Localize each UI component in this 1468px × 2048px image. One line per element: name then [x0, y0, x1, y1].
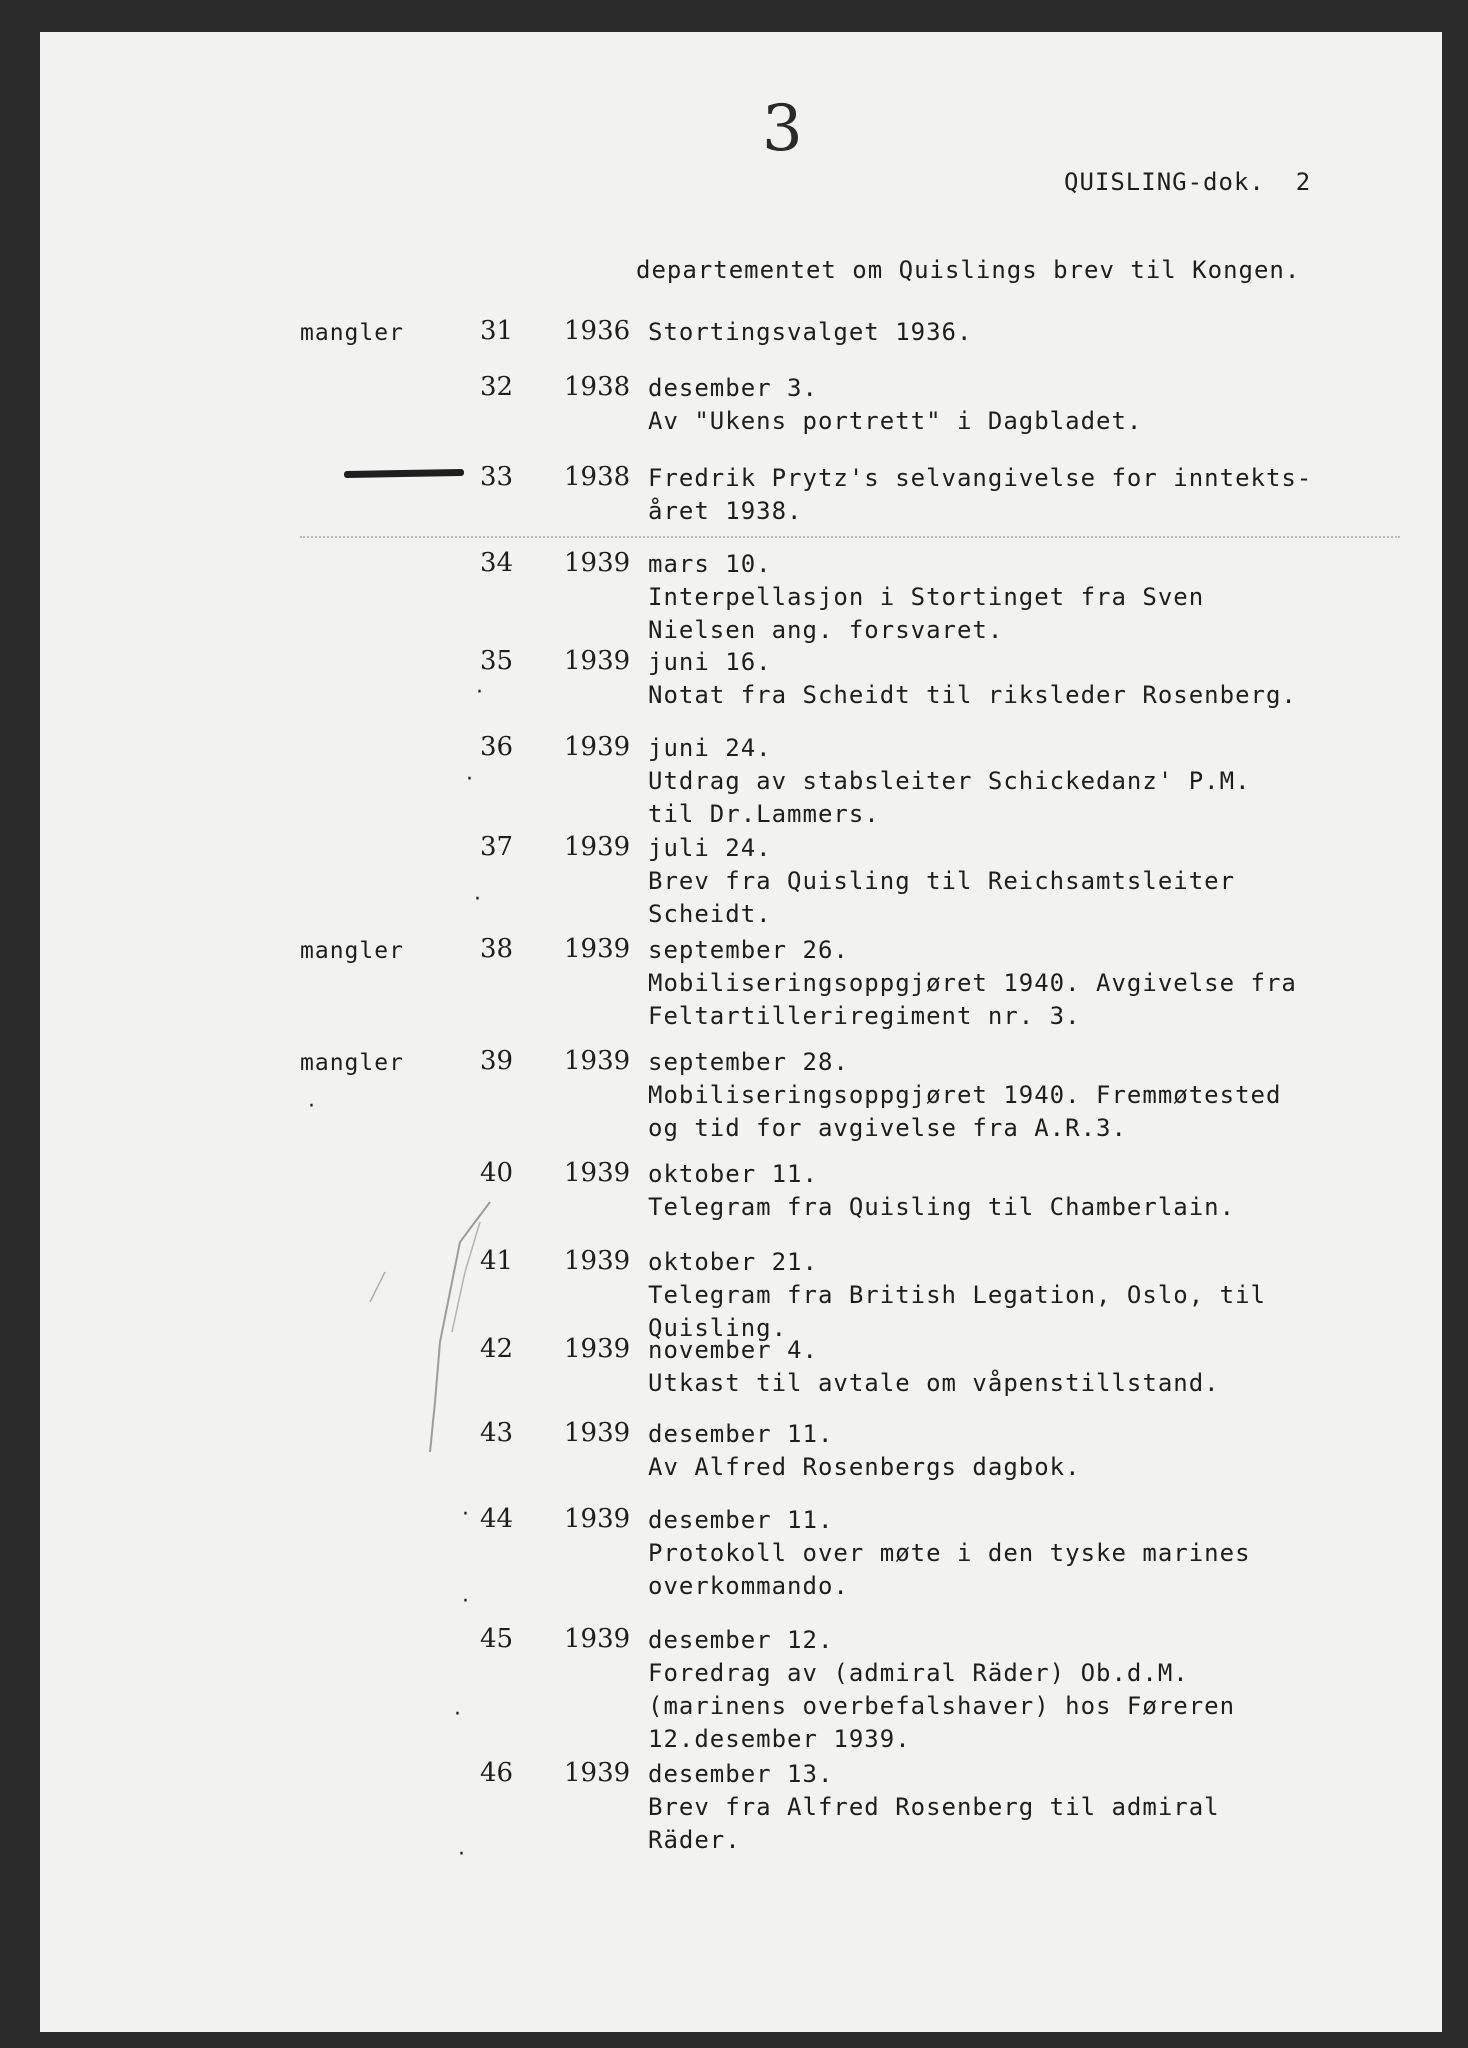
- entry-number: 43: [480, 1418, 514, 1448]
- entry-description: [648, 646, 1297, 712]
- entry-line: juli 24.: [648, 834, 772, 862]
- entry-line: Utdrag av stabsleiter Schickedanz' P.M.: [648, 767, 1251, 795]
- entry-line: juni 24.: [648, 734, 772, 762]
- entry-description: [648, 1758, 1220, 1857]
- entry-line: Utkast til avtale om våpenstillstand.: [648, 1369, 1220, 1397]
- entry-year: 1939: [564, 1504, 631, 1534]
- entry-number: 37: [480, 832, 514, 862]
- entry-line: overkommando.: [648, 1572, 849, 1600]
- entry-line: desember 11.: [648, 1506, 834, 1534]
- tick-mark: ·: [458, 1842, 465, 1867]
- entry-status: mangler: [300, 938, 404, 964]
- entry-line: (marinens overbefalshaver) hos Føreren: [648, 1692, 1236, 1720]
- entry-number: 33: [480, 462, 514, 492]
- entry-line: desember 13.: [648, 1760, 834, 1788]
- entry-number: 32: [480, 372, 514, 402]
- document-id: QUISLING-dok. 2: [1064, 168, 1312, 196]
- entry-year: 1939: [564, 1046, 631, 1076]
- entry-line: september 26.: [648, 936, 849, 964]
- tick-mark: ·: [462, 1589, 469, 1614]
- entry-year: 1939: [564, 1334, 631, 1364]
- entry-description: [648, 1046, 1281, 1145]
- entry-line: Nielsen ang. forsvaret.: [648, 616, 1004, 644]
- entry-year: 1939: [564, 934, 631, 964]
- handwritten-page-number: 3: [762, 92, 803, 166]
- entry-number: 31: [480, 316, 514, 346]
- entry-description: [648, 316, 972, 349]
- entry-line: Protokoll over møte i den tyske marines: [648, 1539, 1251, 1567]
- entry-number: 44: [480, 1504, 514, 1534]
- entry-line: Interpellasjon i Stortinget fra Sven: [648, 583, 1205, 611]
- entry-description: [648, 1158, 1235, 1224]
- entry-line: juni 16.: [648, 648, 772, 676]
- entry-year: 1939: [564, 1758, 631, 1788]
- entry-line: Telegram fra British Legation, Oslo, til: [648, 1281, 1266, 1309]
- entry-line: desember 12.: [648, 1626, 834, 1654]
- tick-mark: ·: [476, 680, 483, 705]
- entry-number: 40: [480, 1158, 514, 1188]
- entry-line: og tid for avgivelse fra A.R.3.: [648, 1114, 1127, 1142]
- entry-number: 39: [480, 1046, 514, 1076]
- tick-mark: ·: [462, 1502, 469, 1527]
- entry-line: Stortingsvalget 1936.: [648, 318, 973, 346]
- entry-line: Feltartilleriregiment nr. 3.: [648, 1002, 1081, 1030]
- entry-line: november 4.: [648, 1336, 818, 1364]
- entry-number: 36: [480, 732, 514, 762]
- entry-line: desember 3.: [648, 374, 818, 402]
- entry-year: 1938: [564, 462, 631, 492]
- entry-description: [648, 548, 1204, 647]
- entry-description: [648, 372, 1142, 438]
- entry-description: [648, 1418, 1081, 1484]
- tick-mark: ·: [308, 1094, 315, 1119]
- entry-year: 1939: [564, 646, 631, 676]
- entry-number: 46: [480, 1758, 514, 1788]
- entry-description: [648, 462, 1312, 528]
- entry-description: [648, 832, 1235, 931]
- entry-year: 1936: [564, 316, 631, 346]
- entry-line: Telegram fra Quisling til Chamberlain.: [648, 1193, 1236, 1221]
- entry-year: 1939: [564, 1418, 631, 1448]
- entry-description: [648, 934, 1297, 1033]
- entry-number: 42: [480, 1334, 514, 1364]
- entry-number: 34: [480, 548, 514, 578]
- entry-line: Av Alfred Rosenbergs dagbok.: [648, 1453, 1081, 1481]
- entry-description: [648, 1334, 1220, 1400]
- entry-year: 1939: [564, 1246, 631, 1276]
- entry-year: 1938: [564, 372, 631, 402]
- entry-description: [648, 1624, 1235, 1756]
- entry-line: oktober 21.: [648, 1248, 818, 1276]
- entry-line: Mobiliseringsoppgjøret 1940. Avgivelse fra: [648, 969, 1297, 997]
- entry-line: mars 10.: [648, 550, 772, 578]
- entry-description: [648, 732, 1251, 831]
- tick-mark: ·: [466, 767, 473, 792]
- entry-line: til Dr.Lammers.: [648, 800, 880, 828]
- entry-number: 45: [480, 1624, 514, 1654]
- entry-number: 38: [480, 934, 514, 964]
- struck-out-status-mark: [344, 469, 464, 478]
- tick-mark: ·: [454, 1702, 461, 1727]
- document-sheet: [40, 32, 1442, 2032]
- continuation-line: departementet om Quislings brev til Kongen.: [636, 256, 1301, 284]
- entry-line: Räder.: [648, 1826, 741, 1854]
- dotted-divider: [300, 536, 1400, 538]
- entry-year: 1939: [564, 832, 631, 862]
- entry-line: Brev fra Alfred Rosenberg til admiral: [648, 1793, 1220, 1821]
- entry-line: oktober 11.: [648, 1160, 818, 1188]
- entry-line: Mobiliseringsoppgjøret 1940. Fremmøtested: [648, 1081, 1282, 1109]
- tick-mark: ·: [474, 887, 481, 912]
- entry-status: mangler: [300, 320, 404, 346]
- entry-line: Brev fra Quisling til Reichsamtsleiter: [648, 867, 1236, 895]
- entry-line: Fredrik Prytz's selvangivelse for inntekts-: [648, 464, 1313, 492]
- entry-line: Scheidt.: [648, 900, 772, 928]
- entry-year: 1939: [564, 548, 631, 578]
- entry-line: Av "Ukens portrett" i Dagbladet.: [648, 407, 1143, 435]
- entry-description: [648, 1246, 1266, 1345]
- entry-year: 1939: [564, 732, 631, 762]
- entry-line: året 1938.: [648, 497, 803, 525]
- entry-line: 12.desember 1939.: [648, 1725, 911, 1753]
- entry-year: 1939: [564, 1158, 631, 1188]
- entry-year: 1939: [564, 1624, 631, 1654]
- entry-line: desember 11.: [648, 1420, 834, 1448]
- entry-line: Foredrag av (admiral Räder) Ob.d.M.: [648, 1659, 1189, 1687]
- entry-description: [648, 1504, 1251, 1603]
- entry-line: Quisling.: [648, 1314, 788, 1342]
- entry-line: september 28.: [648, 1048, 849, 1076]
- entry-line: Notat fra Scheidt til riksleder Rosenberg.: [648, 681, 1297, 709]
- entry-number: 35: [480, 646, 514, 676]
- entry-number: 41: [480, 1246, 514, 1276]
- entry-status: mangler: [300, 1050, 404, 1076]
